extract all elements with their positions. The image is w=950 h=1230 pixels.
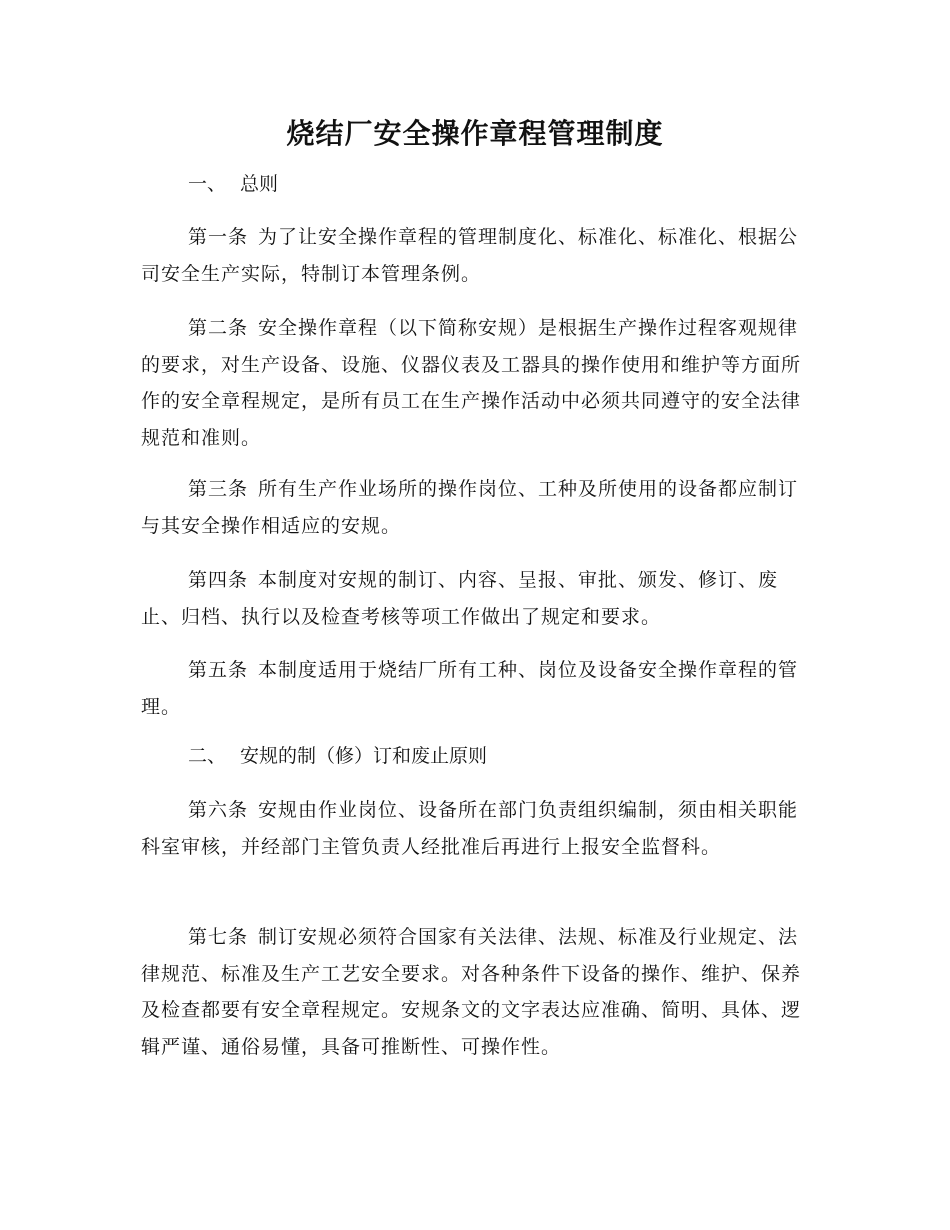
article-label: 第七条 — [188, 926, 249, 948]
section-heading-2 — [188, 740, 487, 772]
section-heading-1 — [188, 168, 278, 200]
section-number: 二、 — [188, 745, 227, 767]
article-text: 为了让安全操作章程的管理制度化、标准化、标准化、根据公司安全生产实际，特制订本管理条例。 — [141, 226, 799, 285]
article-label: 第六条 — [188, 799, 249, 821]
article-1 — [141, 219, 806, 292]
article-text: 本制度对安规的制订、内容、呈报、审批、颁发、修订、废止、归档、执行以及检查考核等项工作做出了规定和要求。 — [141, 569, 779, 628]
article-6 — [141, 792, 806, 865]
article-label: 第四条 — [188, 569, 249, 591]
article-label: 第三条 — [188, 478, 249, 500]
article-text: 安全操作章程（以下简称安规）是根据生产操作过程客观规律的要求，对生产设备、设施、仪器仪表及工器具的操作使用和维护等方面所作的安全章程规定，是所有员工在生产操作活动中必须共同遵守的安全法律规范和准则。 — [141, 317, 802, 449]
article-5 — [141, 652, 806, 725]
article-label: 第一条 — [188, 226, 249, 248]
article-7 — [141, 919, 806, 1065]
article-label: 第五条 — [188, 659, 249, 681]
article-text: 制订安规必须符合国家有关法律、法规、标准及行业规定、法律规范、标准及生产工艺安全要求。对各种条件下设备的操作、维护、保养及检查都要有安全章程规定。安规条文的文字表达应准确、简明、具体、逻辑严谨、通俗易懂，具备可推断性、可操作性。 — [141, 926, 802, 1058]
article-text: 安规由作业岗位、设备所在部门负责组织编制，须由相关职能科室审核，并经部门主管负责人经批准后再进行上报安全监督科。 — [141, 799, 799, 858]
section-title: 安规的制（修）订和废止原则 — [240, 745, 488, 767]
section-number: 一、 — [188, 173, 227, 195]
article-4 — [141, 562, 806, 635]
article-text: 本制度适用于烧结厂所有工种、岗位及设备安全操作章程的管理。 — [141, 659, 799, 718]
article-text: 所有生产作业场所的操作岗位、工种及所使用的设备都应制订与其安全操作相适应的安规。 — [141, 478, 799, 537]
article-3 — [141, 471, 806, 544]
document-title: 烧结厂安全操作章程管理制度 — [286, 117, 664, 150]
article-2 — [141, 310, 806, 456]
article-label: 第二条 — [188, 317, 249, 339]
section-title: 总则 — [240, 173, 279, 195]
